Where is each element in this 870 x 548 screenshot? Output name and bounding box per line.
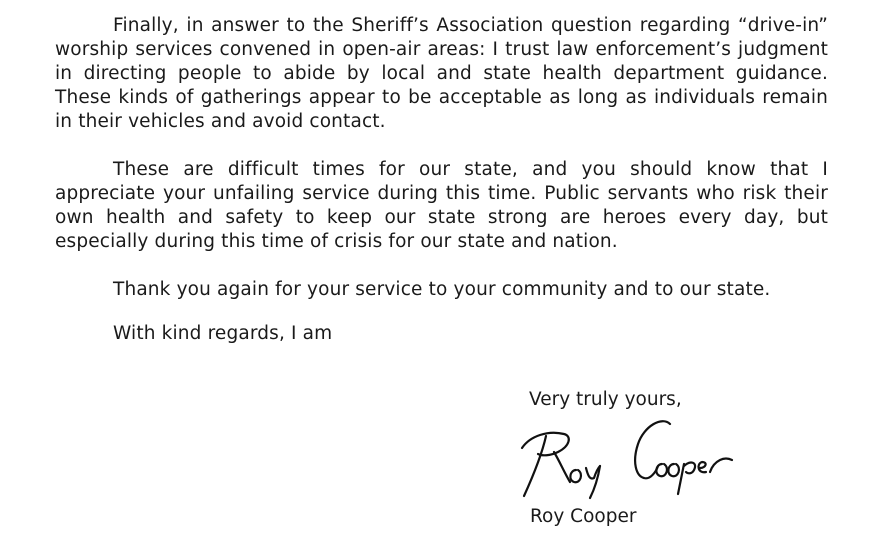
handwritten-signature [512,412,737,510]
closing-line: Very truly yours, [529,389,682,410]
paragraph-kind-regards: With kind regards, I am [113,323,333,344]
paragraph-thank-you: Thank you again for your service to your community and to our state. [113,279,771,300]
signature-text: Roy Cooper [512,412,518,413]
letter-body [55,14,828,346]
paragraph-difficult-times: These are difficult times for our state, and you should know that I appreciate your unfailing service during this time. Public servants who risk their own health and safety to keep our state strong are heroes every day, but especially during this time of crisis for our state and nation. [55,159,828,252]
signer-name: Roy Cooper [530,506,637,527]
paragraph-drive-in-worship: Finally, in answer to the Sheriff’s Association question regarding “drive-in” worship services convened in open-air areas: I trust law enforcement’s judgment in directing people to abide by local and state health department guidance. These kinds of gatherings appear to be acceptable as long as individuals remain in their vehicles and avoid contact. [55,15,828,132]
